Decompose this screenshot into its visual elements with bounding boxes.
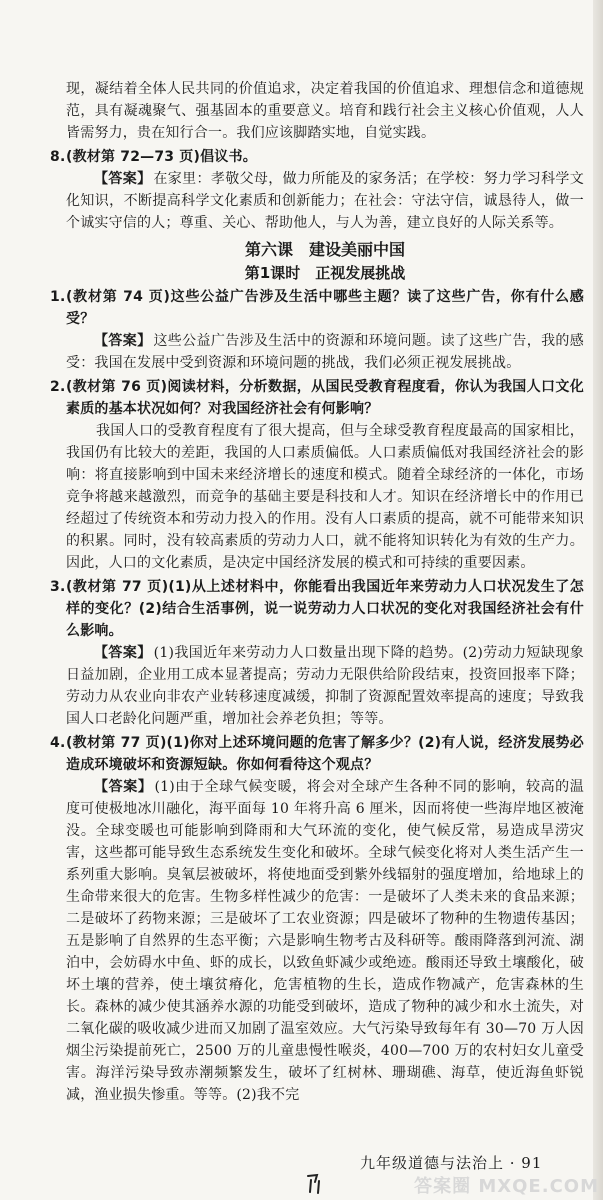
answer-text: (1)由于全球气候变暖，将会对全球产生各种不同的影响，较高的温度可使极地冰川融化，海平面每 10 年将升高 6 厘米，因而将使一些海岸地区被淹没。全球变暖也可能影响到降雨和大气环流的变化，使气候反常，易造成旱涝灾害，这些都可能导致生态系统发生变化和破坏。全球气候变化将对人类生活产生一系列重大影响。臭氧层被破坏，将使地面受到紫外线辐射的强度增加，给地球上的生命带来很大的危害。生物多样性减少的危害：一是破坏了人类未来的食品来源；二是破坏了药物来源；三是破坏了工农业资源；四是破坏了物种的生物遗传基因；五是影响了自然界的生态平衡；六是影响生物考古及科研等。酸雨降落到河流、湖泊中，会妨碍水中鱼、虾的成长，以致鱼虾减少或绝迹。酸雨还导致土壤酸化，破坏土壤的营养，使土壤贫瘠化，危害植物的生长，造成作物减产，危害森林的生长。森林的减少使其涵养水源的功能受到破坏，造成了物种的减少和水土流失，对二氧化碳的吸收减少进而又加剧了温室效应。大气污染导致每年有 30—70 万人因烟尘污染提前死亡，2500 万的儿童患慢性喉炎，400—700 万的农村妇女儿童受害。海洋污染导致赤潮频繁发生，破坏了红树林、珊瑚礁、海草，使近海鱼虾锐减，渔业损失惨重。等等。(2)我不完 [66,779,584,1103]
page-edge [593,0,603,1200]
question-text: (教材第 77 页)(1)你对上述环境问题的危害了解多少？(2)有人说，经济发展势必造成环境破坏和资源短缺。你如何看待这个观点？ [66,735,584,773]
question-text: (教材第 77 页)(1)从上述材料中，你能看出我国近年来劳动力人口状况发生了怎样的变化？(2)结合生活事例，说一说劳动力人口状况的变化对我国经济社会有什么影响。 [66,579,584,639]
answer-tag: 【答案】 [94,645,152,661]
intro-paragraph: 现，凝结着全体人民共同的价值追求，决定着我国的价值追求、理想信念和道德规范，具有凝魂聚气、强基固本的重要意义。培育和践行社会主义核心价值观，人人皆需努力，贵在知行合一。我们应该脚踏实地，自觉实践。 [66,81,584,141]
watermark: 答案圈 MXQE.COM [414,1176,599,1197]
answer-2 [66,420,584,574]
lesson-title: 第六课 建设美丽中国 [244,240,405,259]
answer-8 [66,168,584,234]
content-area [50,78,584,1106]
answer-text: 这些公益广告涉及生活中的资源和环境问题。读了这些广告，我的感受：我国在发展中受到资源和环境问题的挑战，我们必须正视发展挑战。 [66,333,584,371]
pen-mark-icon [305,1172,323,1194]
question-4: 4.(教材第 77 页)(1)你对上述环境问题的危害了解多少？(2)有人说，经济发展势必造成环境破坏和资源短缺。你如何看待这个观点？ [50,735,584,773]
answer-3 [66,642,584,730]
question-text: (教材第 74 页)这些公益广告涉及生活中哪些主题？读了这些广告，你有什么感受？ [66,289,584,327]
question-8: 8.(教材第 72—73 页)倡议书。 [50,149,257,165]
question-2: 2.(教材第 76 页)阅读材料，分析数据，从国民受教育程度看，你认为我国人口文化素质的基本状况如何？对我国经济社会有何影响？ [50,379,584,417]
answer-tag: 【答案】 [94,171,152,187]
section-title: 第1课时 正视发展挑战 [244,264,406,282]
answer-1 [66,330,584,374]
question-3: 3.(教材第 77 页)(1)从上述材料中，你能看出我国近年来劳动力人口状况发生了怎样的变化？(2)结合生活事例，说一说劳动力人口状况的变化对我国经济社会有什么影响。 [50,579,584,639]
answer-4 [66,776,584,1106]
answer-text: 我国人口的受教育程度有了很大提高，但与全球受教育程度最高的国家相比，我国仍有比较大的差距，我国的人口素质偏低。人口素质偏低对我国经济社会的影响：将直接影响到中国未来经济增长的速度和模式。随着全球经济的一体化，市场竞争将越来越激烈，而竞争的基础主要是科技和人才。知识在经济增长中的作用已经超过了传统资本和劳动力投入的作用。没有人口素质的提高，就不可能带来知识的积累。同时，没有较高素质的劳动力人口，就不能将知识转化为有效的生产力。因此，人口的文化素质，是决定中国经济发展的模式和可持续的重要因素。 [66,423,584,571]
answer-tag: 【答案】 [94,333,152,349]
question-text: (教材第 76 页)阅读材料，分析数据，从国民受教育程度看，你认为我国人口文化素质的基本状况如何？对我国经济社会有何影响？ [66,379,584,417]
question-text: (教材第 72—73 页)倡议书。 [66,149,257,165]
question-1: 1.(教材第 74 页)这些公益广告涉及生活中哪些主题？读了这些广告，你有什么感受？ [50,289,584,327]
answer-tag: 【答案】 [94,779,153,795]
page-footer: 九年级道德与法治上 · 91 [360,1154,543,1172]
answer-text: 在家里：孝敬父母，做力所能及的家务活；在学校：努力学习科学文化知识，不断提高科学文化素质和创新能力；在社会：守法守信，诚恳待人，做一个诚实守信的人；尊重、关心、帮助他人，与人为善，建立良好的人际关系等。 [66,171,584,231]
answer-text: (1)我国近年来劳动力人口数量出现下降的趋势。(2)劳动力短缺现象日益加剧，企业用工成本显著提高；劳动力无限供给阶段结束，投资回报率下降；劳动力从农业向非农产业转移速度减缓，抑制了资源配置效率提高的速度；导致我国人口老龄化问题严重，增加社会养老负担；等等。 [66,645,584,727]
